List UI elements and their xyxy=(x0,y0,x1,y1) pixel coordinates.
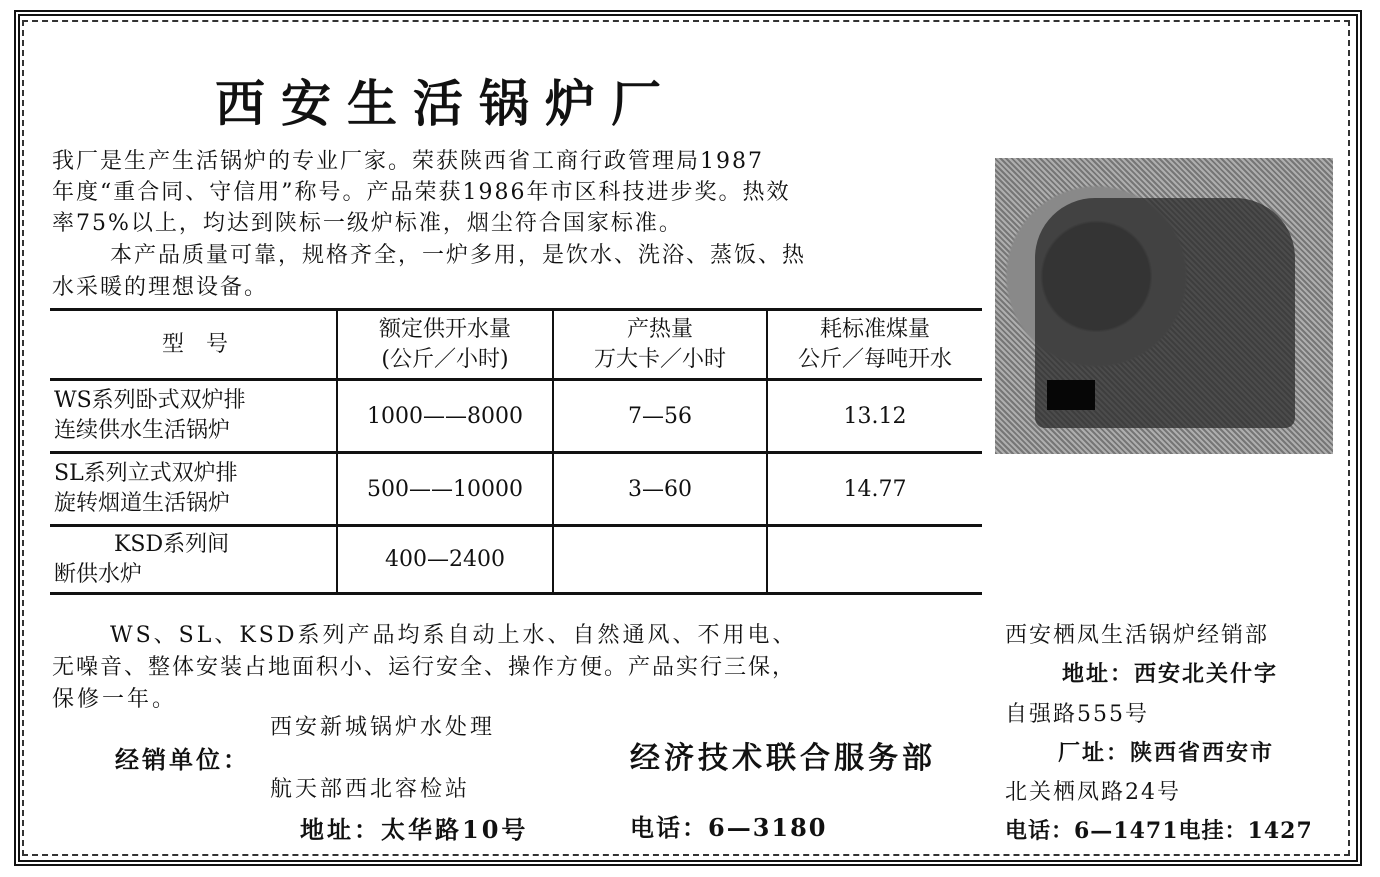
row-water: 500——10000 xyxy=(337,453,553,526)
intro-line-5: 水采暖的理想设备。 xyxy=(52,275,269,300)
row-heat: 7—56 xyxy=(553,380,767,453)
table-row xyxy=(50,526,982,594)
service-name: 经济技术联合服务部 xyxy=(630,741,936,776)
row-model: WS系列卧式双炉排 连续供水生活锅炉 xyxy=(54,388,246,443)
header-model: 型 号 xyxy=(161,331,228,357)
right-line-2: 地址：西安北关什字 xyxy=(1062,661,1279,687)
ad-title: 西安生活锅炉厂 xyxy=(215,74,677,133)
intro-line-1: 我厂是生产生活锅炉的专业厂家。荣获陕西省工商行政管理局1987 xyxy=(52,149,764,174)
row-coal xyxy=(767,526,982,594)
row-coal: 14.77 xyxy=(767,453,982,526)
dealer-label: 经销单位： xyxy=(115,745,250,774)
right-line-5: 北关栖凤路24号 xyxy=(1005,780,1181,805)
right-line-3: 自强路555号 xyxy=(1005,702,1149,727)
boiler-photo xyxy=(995,158,1333,454)
right-line-1: 西安栖凤生活锅炉经销部 xyxy=(1005,623,1270,648)
header-water: 额定供开水量 (公斤／小时) xyxy=(337,310,553,380)
features-line-1: WS、SL、KSD系列产品均系自动上水、自然通风、不用电、 xyxy=(110,623,798,648)
intro-line-4: 本产品质量可靠，规格齐全，一炉多用，是饮水、洗浴、蒸饭、热 xyxy=(110,243,807,268)
features-line-2: 无噪音、整体安装占地面积小、运行安全、操作方便。产品实行三保， xyxy=(52,655,797,680)
table-row xyxy=(50,380,982,453)
right-line-6: 电话：6—1471电挂：1427 xyxy=(1005,818,1313,844)
header-coal: 耗标准煤量 公斤／每吨开水 xyxy=(767,310,982,380)
row-water: 1000——8000 xyxy=(337,380,553,453)
table-row xyxy=(50,453,982,526)
header-heat: 产热量 万大卡／小时 xyxy=(553,310,767,380)
dealer-org-2: 航天部西北容检站 xyxy=(270,777,471,802)
spec-table-header xyxy=(50,310,982,380)
boiler-nameplate xyxy=(1047,380,1095,410)
right-line-4: 厂址：陕西省西安市 xyxy=(1058,740,1275,766)
spec-table xyxy=(50,308,982,595)
dealer-address: 地址：太华路10号 xyxy=(300,815,529,844)
features-line-3: 保修一年。 xyxy=(52,687,178,712)
service-phone: 电话：6—3180 xyxy=(630,813,828,842)
intro-line-3: 率75%以上，均达到陕标一级炉标准，烟尘符合国家标准。 xyxy=(52,211,683,236)
dealer-org-1: 西安新城锅炉水处理 xyxy=(270,715,496,740)
row-heat xyxy=(553,526,767,594)
row-model: SL系列立式双炉排 旋转烟道生活锅炉 xyxy=(54,461,238,516)
row-water: 400—2400 xyxy=(337,526,553,594)
row-model: KSD系列间 断供水炉 xyxy=(54,531,230,587)
row-coal: 13.12 xyxy=(767,380,982,453)
row-heat: 3—60 xyxy=(553,453,767,526)
intro-line-2: 年度“重合同、守信用”称号。产品荣获1986年市区科技进步奖。热效 xyxy=(52,180,791,205)
